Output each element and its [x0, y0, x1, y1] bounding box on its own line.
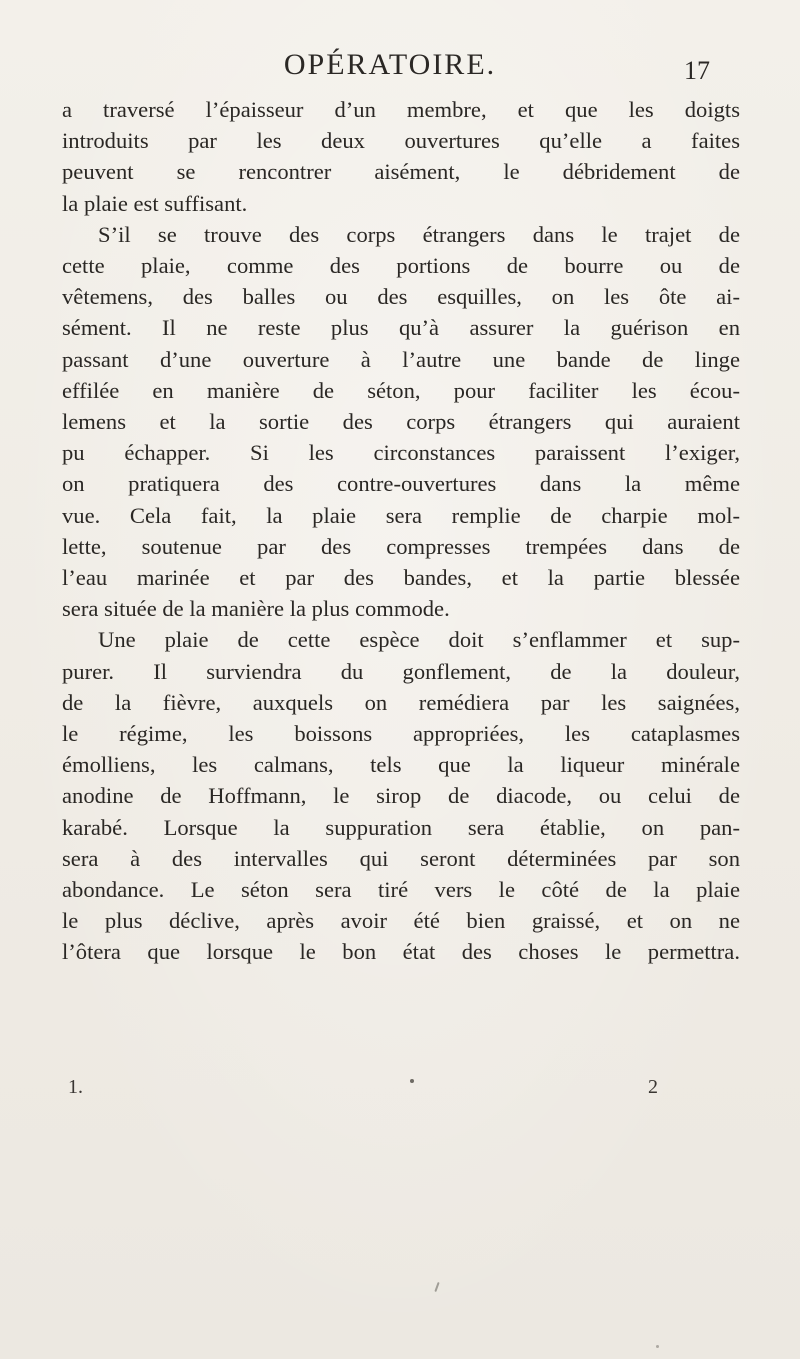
text-line: le plus déclive, après avoir été bien graissé, et on ne — [62, 908, 740, 934]
text-line: vêtemens, des balles ou des esquilles, on les ôte ai- — [62, 284, 740, 310]
ink-speck — [434, 1282, 439, 1292]
text-line: l’ôtera que lorsque le bon état des choses le permettra. — [62, 939, 740, 965]
running-title: OPÉRATOIRE. — [283, 48, 497, 81]
text-line: l’eau marinée et par des bandes, et la partie blessée — [62, 565, 740, 591]
text-line: sément. Il ne reste plus qu’à assurer la guérison en — [62, 315, 740, 341]
text-line: peuvent se rencontrer aisément, le débridement de — [62, 159, 740, 185]
text-line: Une plaie de cette espèce doit s’enflammer et sup- — [98, 627, 740, 653]
text-line: de la fièvre, auxquels on remédiera par les saignées, — [62, 689, 740, 715]
text-line: pu échapper. Si les circonstances paraissent l’exiger, — [62, 440, 740, 466]
text-line: karabé. Lorsque la suppuration sera établie, on pan- — [62, 814, 740, 840]
ink-speck — [410, 1079, 414, 1083]
text-line: abondance. Le séton sera tiré vers le côté de la plaie — [62, 877, 740, 903]
signature-mark-left: 1. — [68, 1076, 83, 1098]
text-line: vue. Cela fait, la plaie sera remplie de charpie mol- — [62, 502, 740, 528]
body-text — [62, 94, 740, 968]
text-line: effilée en manière de séton, pour faciliter les écou- — [62, 377, 740, 403]
text-line: lemens et la sortie des corps étrangers qui auraient — [62, 409, 740, 435]
page-number: 17 — [684, 56, 710, 85]
text-line: a traversé l’épaisseur d’un membre, et que les doigts — [62, 97, 740, 122]
text-line: purer. Il surviendra du gonflement, de la douleur, — [62, 658, 740, 684]
signature-marks — [0, 1076, 800, 1106]
signature-mark-right: 2 — [648, 1076, 658, 1098]
text-line: cette plaie, comme des portions de bourre ou de — [62, 253, 740, 279]
text-line: lette, soutenue par des compresses trempées dans de — [62, 533, 740, 559]
text-line: sera à des intervalles qui seront déterminées par son — [62, 845, 740, 871]
page-header — [0, 48, 800, 98]
text-line: le régime, les boissons appropriées, les cataplasmes — [62, 721, 740, 747]
text-line: S’il se trouve des corps étrangers dans le trajet de — [98, 221, 740, 247]
text-line: passant d’une ouverture à l’autre une bande de linge — [62, 346, 740, 372]
text-line: émolliens, les calmans, tels que la liqueur minérale — [62, 752, 740, 778]
ink-speck — [656, 1345, 659, 1348]
text-line: on pratiquera des contre-ouvertures dans la même — [62, 471, 740, 497]
text-line: introduits par les deux ouvertures qu’elle a faites — [62, 128, 740, 154]
text-line: sera située de la manière la plus commode. — [62, 596, 450, 622]
text-line: anodine de Hoffmann, le sirop de diacode, ou celui de — [62, 783, 740, 809]
text-line: la plaie est suffisant. — [62, 190, 248, 216]
